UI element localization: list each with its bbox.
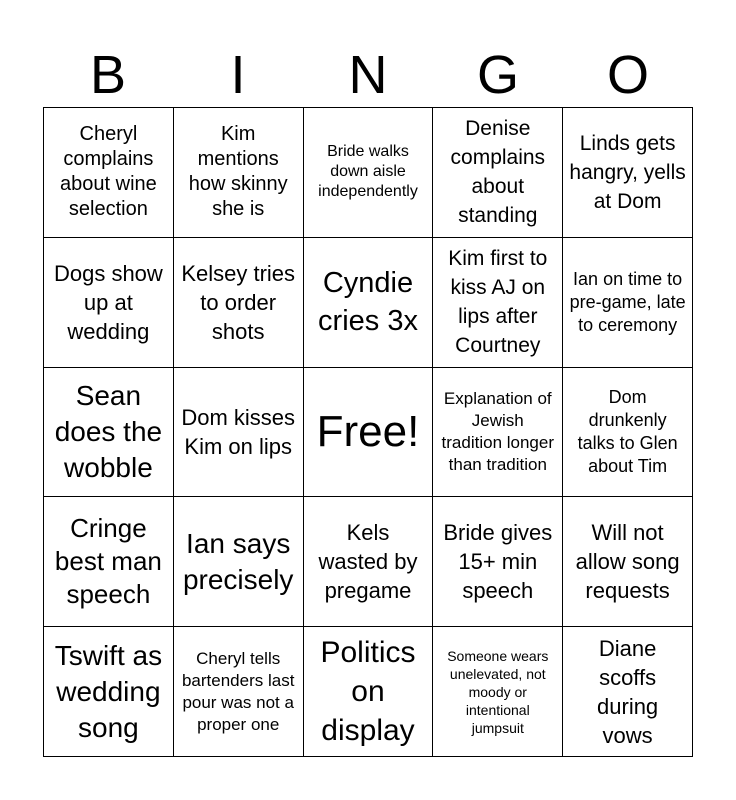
bingo-cell-o5[interactable]	[563, 627, 693, 757]
header-letter-n: N	[348, 45, 388, 105]
bingo-cell-g4[interactable]	[433, 497, 563, 627]
bingo-cell-n1[interactable]	[304, 108, 434, 238]
header-letter-b: B	[89, 45, 127, 105]
cell-text: Denise complains about standing	[450, 117, 546, 228]
cell-text: Politics on display	[320, 636, 416, 748]
bingo-cell-o4[interactable]	[563, 497, 693, 627]
bingo-cell-n4[interactable]	[304, 497, 434, 627]
bingo-cell-n2[interactable]	[304, 238, 434, 368]
cell-text: Bride gives 15+ min speech	[443, 520, 553, 604]
cell-text: Sean does the wobble	[54, 379, 163, 483]
bingo-cell-o1[interactable]	[563, 108, 693, 238]
cell-text: Explanation of Jewish tradition longer than tradition	[441, 388, 555, 474]
cell-text: Ian on time to pre-game, late to ceremony	[569, 268, 686, 335]
bingo-cell-i2[interactable]	[174, 238, 304, 368]
cell-text: Tswift as wedding song	[54, 639, 163, 743]
bingo-header	[43, 44, 693, 106]
cell-text: Cringe best man speech	[54, 513, 162, 610]
cell-text: Cheryl complains about wine selection	[60, 123, 157, 221]
bingo-cell-i4[interactable]	[174, 497, 304, 627]
cell-text: Dom kisses Kim on lips	[181, 404, 296, 459]
bingo-cell-i5[interactable]	[174, 627, 304, 757]
header-letter-g: G	[476, 45, 519, 105]
cell-text: Bride walks down aisle independently	[318, 143, 418, 201]
cell-text: Kels wasted by pregame	[318, 520, 418, 604]
bingo-cell-n3[interactable]	[304, 368, 434, 498]
cell-text: Kelsey tries to order shots	[181, 260, 296, 344]
bingo-cell-g2[interactable]	[433, 238, 563, 368]
cell-text: Ian says precisely	[182, 527, 294, 595]
bingo-cell-i3[interactable]	[174, 368, 304, 498]
bingo-board	[43, 107, 693, 757]
header-letter-i: I	[230, 45, 246, 105]
cell-text: Someone wears unelevated, not moody or intentional jumpsuit	[447, 647, 549, 736]
cell-text: Cyndie cries 3x	[318, 267, 418, 338]
cell-text: Will not allow song requests	[575, 520, 680, 604]
cell-text: Kim mentions how skinny she is	[188, 123, 288, 221]
bingo-cell-g3[interactable]	[433, 368, 563, 498]
header-letter-o: O	[606, 45, 649, 105]
bingo-cell-b2[interactable]	[44, 238, 174, 368]
bingo-cell-n5[interactable]	[304, 627, 434, 757]
bingo-cell-b4[interactable]	[44, 497, 174, 627]
bingo-cell-g5[interactable]	[433, 627, 563, 757]
cell-text: Dogs show up at wedding	[53, 260, 163, 344]
cell-text: Kim first to kiss AJ on lips after Courtney	[448, 247, 548, 358]
free-space: Free!	[316, 406, 420, 456]
bingo-cell-g1[interactable]	[433, 108, 563, 238]
bingo-cell-b5[interactable]	[44, 627, 174, 757]
cell-text: Diane scoffs during vows	[597, 635, 659, 748]
cell-text: Dom drunkenly talks to Glen about Tim	[577, 386, 678, 476]
bingo-cell-b3[interactable]	[44, 368, 174, 498]
bingo-cell-o3[interactable]	[563, 368, 693, 498]
cell-text: Linds gets hangry, yells at Dom	[569, 131, 686, 213]
bingo-cell-o2[interactable]	[563, 238, 693, 368]
bingo-cell-i1[interactable]	[174, 108, 304, 238]
cell-text: Cheryl tells bartenders last pour was not a proper one	[181, 648, 295, 734]
bingo-cell-b1[interactable]	[44, 108, 174, 238]
